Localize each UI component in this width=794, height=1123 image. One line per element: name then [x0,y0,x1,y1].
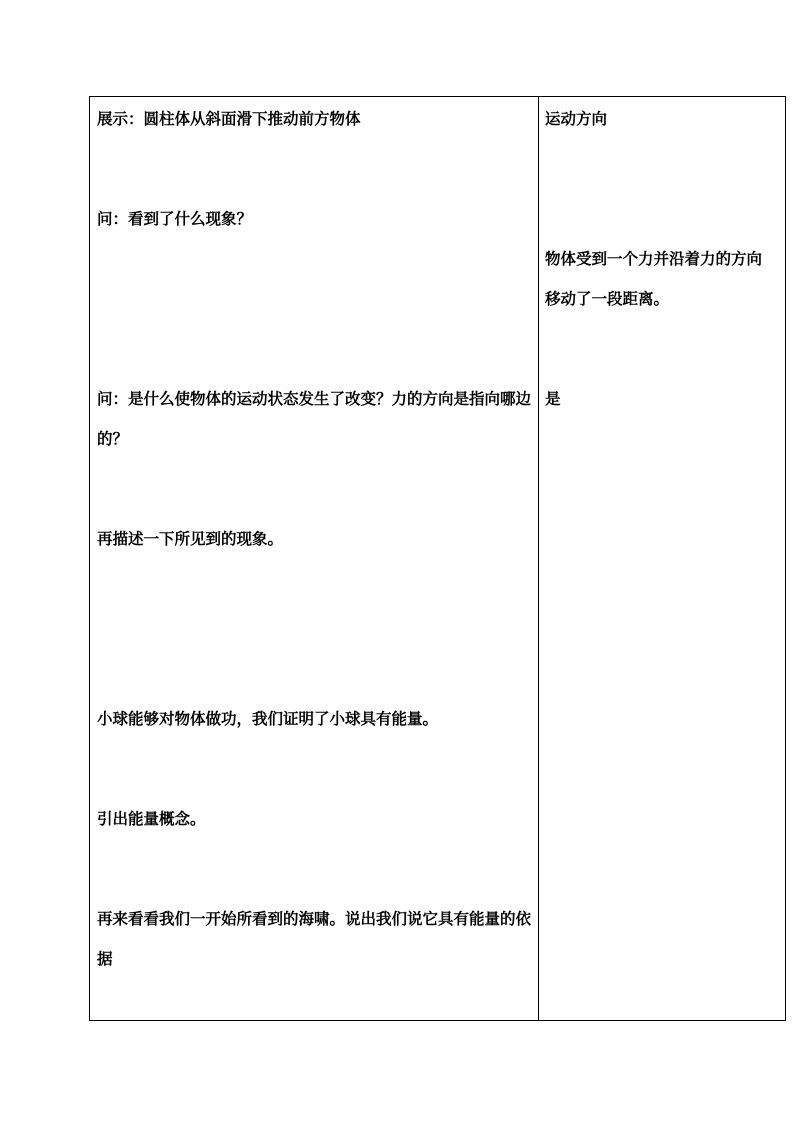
describe-phenomenon: 再描述一下所见到的现象。 [97,530,284,548]
ball-does-work-text: 小球能够对物体做功，我们证明了小球具有能量。 [97,710,439,728]
lesson-table [89,96,786,1021]
question-force-direction: 问：是什么使物体的运动状态发生了改变？力的方向是指向哪边的？ [97,390,532,448]
answer-force-distance: 物体受到一个力并沿着力的方向移动了一段距离。 [545,250,763,308]
demo-text: 展示：圆柱体从斜面滑下推动前方物体 [97,110,361,128]
tsunami-energy-text: 再来看看我们一开始所看到的海啸。说出我们说它具有能量的依据 [97,910,532,968]
answer-motion-direction: 运动方向 [545,110,608,128]
column-divider [538,97,539,1020]
energy-concept-text: 引出能量概念。 [97,810,206,828]
answer-yes: 是 [545,390,561,408]
question-phenomenon: 问：看到了什么现象？ [97,210,253,228]
